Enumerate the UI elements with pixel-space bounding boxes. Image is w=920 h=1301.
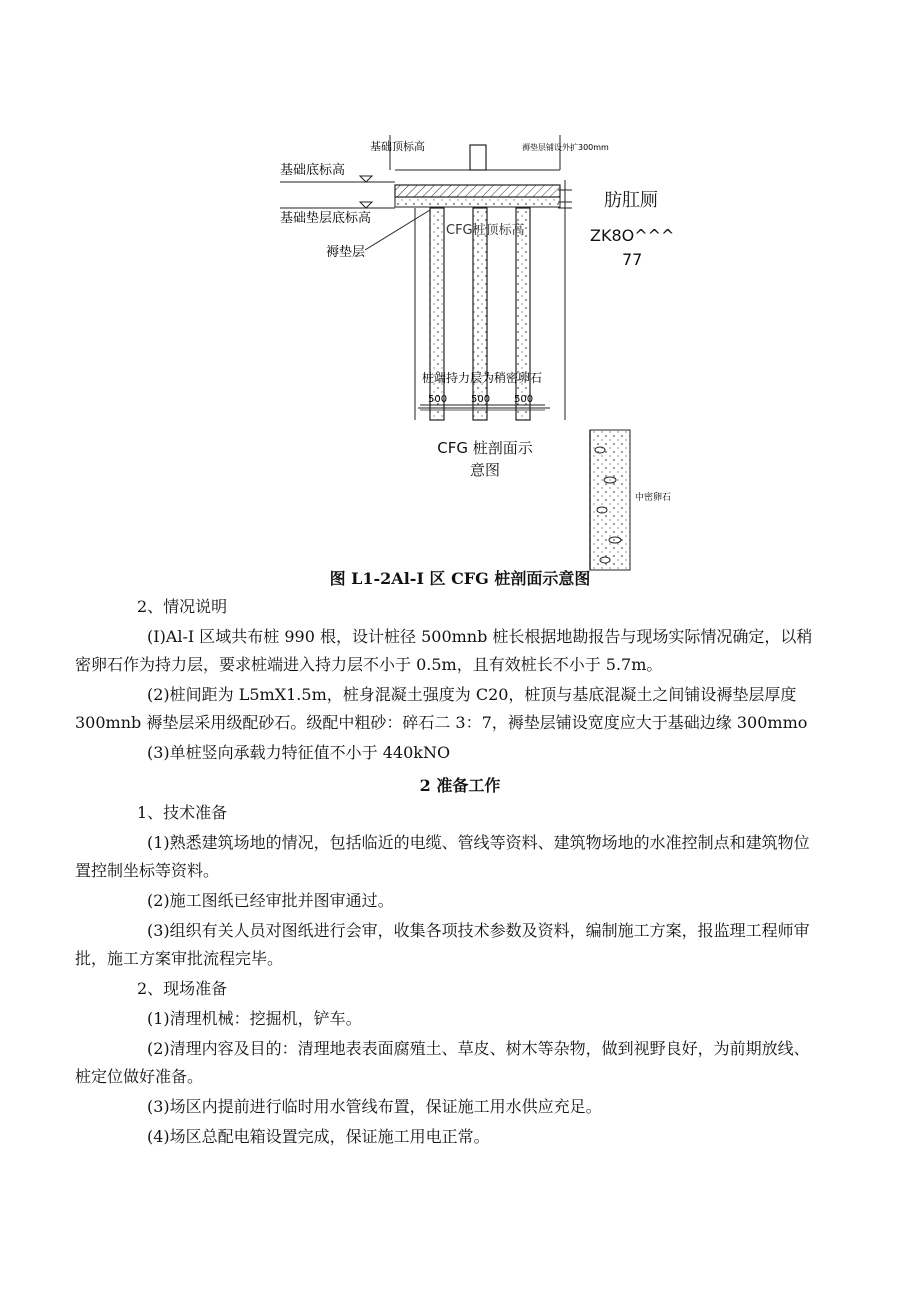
- site-item-2-line-1: (2)清理内容及目的：清理地表表面腐殖土、草皮、树木等杂物，做到视野良好，为前期放线、: [147, 1039, 810, 1058]
- site-item-3: (3)场区内提前进行临时用水管线布置，保证施工用水供应充足。: [147, 1097, 602, 1116]
- section-heading-site: 2、现场准备: [137, 979, 228, 998]
- label-top-left: 基础顶标高: [370, 140, 425, 153]
- label-spacing-1: 500: [428, 394, 448, 405]
- paragraph-1-line-1: (I)Al-I 区域共布桩 990 根，设计桩径 500mnb 桩长根据地勘报告与现场实际情况确定，以稍: [147, 627, 813, 646]
- chapter-heading: 2 准备工作: [419, 776, 501, 795]
- label-bearing-layer: 桩端持力层为稍密卵石: [422, 371, 543, 385]
- paragraph-2-line-2: 300mnb 褥垫层采用级配砂石。级配中粗砂：碎石二 3：7，褥垫层铺设宽度应大于基础边缘 300mmo: [75, 713, 808, 732]
- figure-title: 图 L1-2Al-I 区 CFG 桩剖面示意图: [329, 569, 591, 588]
- figure-caption-line-1: CFG 桩剖面示: [437, 439, 533, 457]
- label-spacing-3: 500: [514, 394, 534, 405]
- paragraph-3: (3)单桩竖向承载力特征值不小于 440kNO: [147, 743, 451, 762]
- label-spacing-2: 500: [471, 394, 491, 405]
- tech-item-2: (2)施工图纸已经审批并图审通过。: [147, 891, 394, 910]
- site-item-1: (1)清理机械：挖掘机，铲车。: [147, 1009, 362, 1028]
- tech-item-3-line-1: (3)组织有关人员对图纸进行会审，收集各项技术参数及资料，编制施工方案，报监理工程师审: [147, 921, 810, 940]
- tech-item-3-line-2: 批，施工方案审批流程完毕。: [75, 949, 284, 968]
- side-text-1: 肪肛厕: [604, 190, 658, 211]
- site-item-4: (4)场区总配电箱设置完成，保证施工用电正常。: [147, 1127, 490, 1146]
- figure-caption-line-2: 意图: [469, 461, 500, 479]
- site-item-2-line-2: 桩定位做好准备。: [75, 1067, 204, 1086]
- section-heading-tech: 1、技术准备: [137, 803, 228, 822]
- figure-caption: [420, 437, 550, 481]
- paragraph-1-line-2: 密卵石作为持力层，要求桩端进入持力层不小于 0.5m，且有效桩长不小于 5.7m。: [75, 655, 663, 674]
- paragraph-2-line-1: (2)桩间距为 L5mX1.5m，桩身混凝土强度为 C20，桩顶与基底混凝土之间铺设褥垫层厚度: [147, 685, 797, 704]
- tech-item-1-line-2: 置控制坐标等资料。: [75, 861, 220, 880]
- side-text-2: ZK8O^^^: [590, 226, 675, 245]
- section-heading-situation: 2、情况说明: [137, 597, 228, 616]
- side-text-3: 77: [622, 250, 643, 269]
- label-bedding-layer: 褥垫层: [326, 245, 366, 260]
- label-pile-top: CFG桩顶标高: [446, 223, 525, 238]
- label-base-elevation: 基础底标高: [280, 163, 346, 178]
- tech-item-1-line-1: (1)熟悉建筑场地的情况，包括临近的电缆、管线等资料、建筑物场地的水准控制点和建筑物位: [147, 833, 810, 852]
- label-top-right: 褥垫层铺设外扩300mm: [522, 143, 609, 152]
- label-gravel: 中密卵石: [635, 493, 672, 503]
- label-cushion-bottom: 基础垫层底标高: [280, 211, 372, 226]
